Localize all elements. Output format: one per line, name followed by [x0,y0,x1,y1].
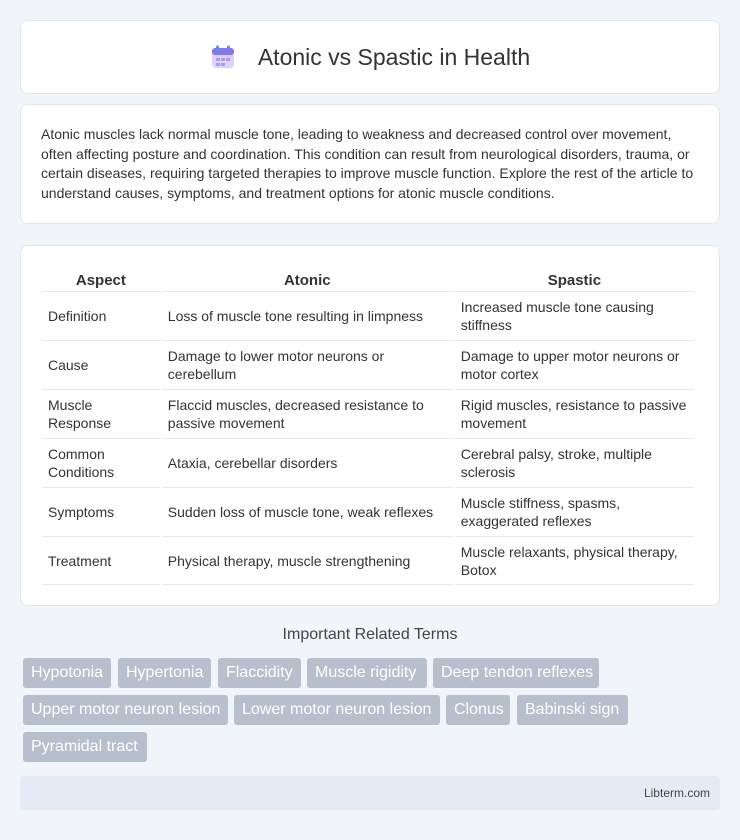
table-row [42,438,694,487]
page-title: Atonic vs Spastic in Health [257,43,531,70]
table-row [42,389,694,438]
footer-link[interactable]: Libterm.com [643,786,710,800]
table-row [42,536,694,585]
table-cell: Sudden loss of muscle tone, weak reflexes [162,487,453,536]
tag-pyramidal-tract[interactable]: Pyramidal tract [23,732,147,762]
table-row [42,291,694,340]
tag-upper-motor-neuron-lesion[interactable]: Upper motor neuron lesion [23,695,228,725]
column-header: Atonic [283,272,331,289]
intro-text: Atonic muscles lack normal muscle tone, leading to weakness and decreased control over movement, often affecting posture and coordination. This condition can result from neurological disorders, trauma, or certain diseases, requiring targeted therapies to improve muscle function. Explore the rest of the article to understand causes, symptoms, and treatment options for atonic muscle conditions. [41,126,694,201]
table-cell: Damage to upper motor neurons or motor cortex [455,340,694,389]
tag-deep-tendon-reflexes[interactable]: Deep tendon reflexes [433,658,599,688]
tag-muscle-rigidity[interactable]: Muscle rigidity [307,658,427,688]
table-cell: Increased muscle tone causing stiffness [455,291,694,340]
tag-hypotonia[interactable]: Hypotonia [23,658,111,688]
table-cell: Rigid muscles, resistance to passive movement [455,389,694,438]
table-row [42,340,694,389]
table-cell: Definition [42,291,160,340]
table-cell: Muscle stiffness, spasms, exaggerated reflexes [455,487,694,536]
table-cell: Ataxia, cerebellar disorders [162,438,453,487]
related-terms-title: Important Related Terms [282,626,458,643]
tag-flaccidity[interactable]: Flaccidity [218,658,301,688]
table-cell: Symptoms [42,487,160,536]
table-cell: Physical therapy, muscle strengthening [162,536,453,585]
tag-babinski-sign[interactable]: Babinski sign [517,695,628,725]
calendar-icon [210,44,236,70]
intro-card [20,104,720,224]
table-cell: Muscle Response [42,389,160,438]
tag-hypertonia[interactable]: Hypertonia [118,658,211,688]
table-cell: Damage to lower motor neurons or cerebellum [162,340,453,389]
table-cell: Flaccid muscles, decreased resistance to passive movement [162,389,453,438]
table-cell: Common Conditions [42,438,160,487]
table-cell: Loss of muscle tone resulting in limpness [162,291,453,340]
column-header: Spastic [547,272,602,289]
table-row [42,487,694,536]
table-cell: Cause [42,340,160,389]
table-header-row [42,266,694,291]
header-card [20,20,720,94]
comparison-card [20,245,720,606]
table-cell: Cerebral palsy, stroke, multiple sclerosis [455,438,694,487]
comparison-table [40,266,696,585]
table-cell: Muscle relaxants, physical therapy, Botox [455,536,694,585]
column-header: Aspect [75,272,126,289]
tag-lower-motor-neuron-lesion[interactable]: Lower motor neuron lesion [234,695,440,725]
footer [20,776,720,810]
table-cell: Treatment [42,536,160,585]
tag-clonus[interactable]: Clonus [446,695,510,725]
